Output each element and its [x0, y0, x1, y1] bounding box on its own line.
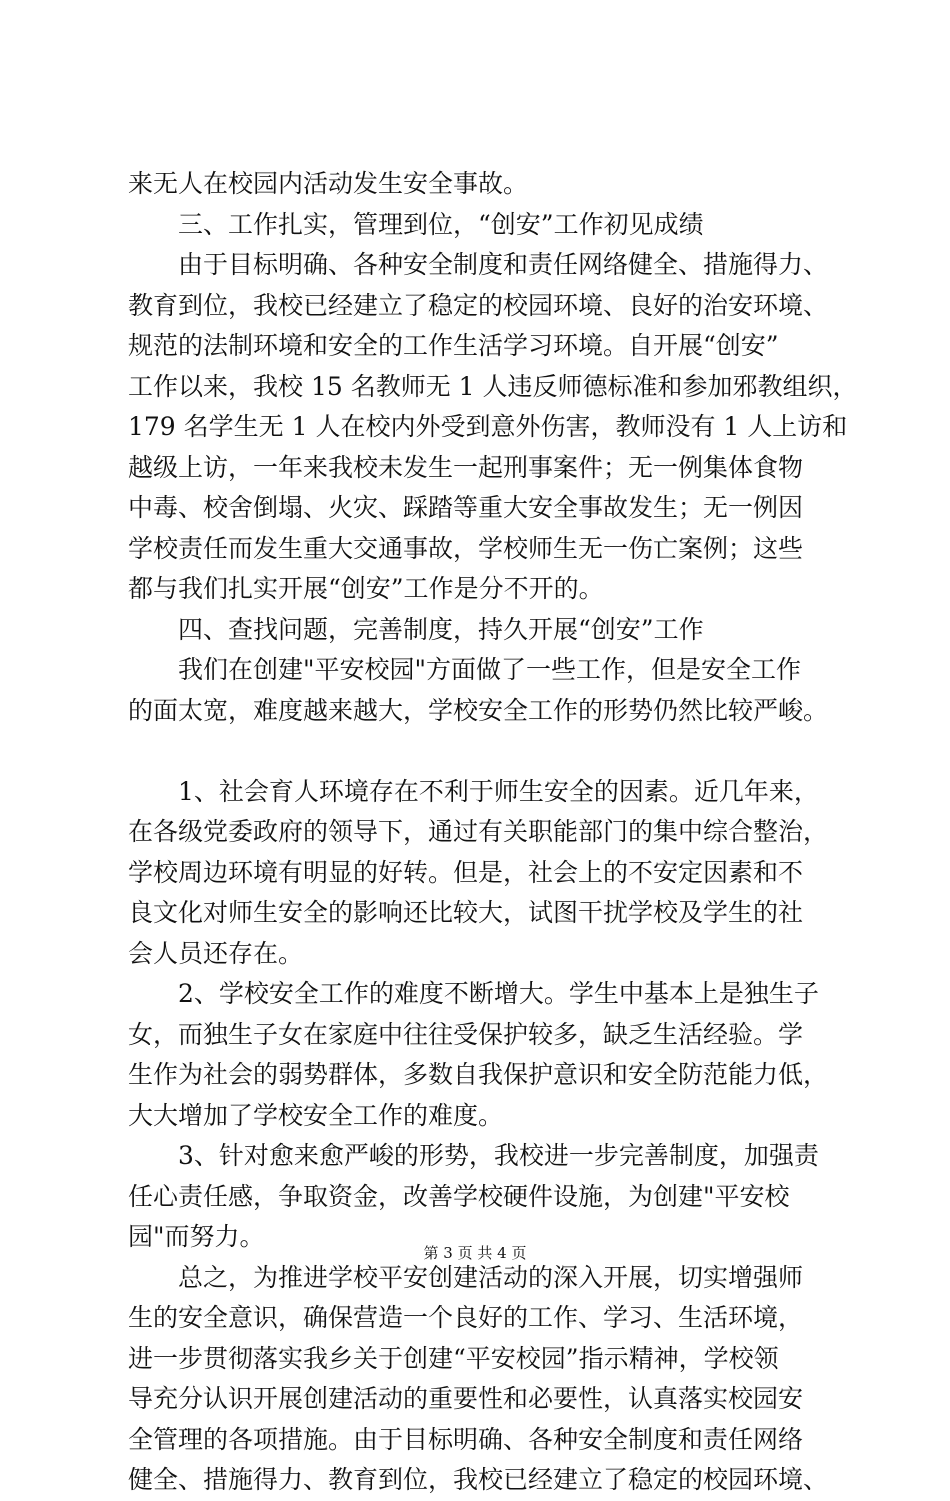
text-line: 教育到位，我校已经建立了稳定的校园环境、良好的治安环境、: [128, 290, 829, 320]
text-line: 会人员还存在。: [128, 938, 304, 968]
text-line: 3、针对愈来愈严峻的形势，我校进一步完善制度，加强责: [128, 1141, 819, 1170]
section-heading: 三、工作扎实，管理到位，“创安”工作初见成绩: [128, 209, 704, 239]
text-line: 园"而努力。: [128, 1222, 265, 1251]
text-line: 越级上访，一年来我校未发生一起刑事案件；无一例集体食物: [128, 452, 804, 482]
text-line: 良文化对师生安全的影响还比较大，试图干扰学校及学生的社: [128, 898, 804, 927]
document-body: [128, 164, 858, 1501]
text-line: 1、社会育人环境存在不利于师生安全的因素。近几年来，: [128, 776, 819, 806]
text-line: 179 名学生无 1 人在校内外受到意外伤害，教师没有 1 人上访和: [128, 412, 848, 441]
text-line: 都与我们扎实开展“创安”工作是分不开的。: [128, 574, 604, 603]
blank-line: [128, 731, 850, 772]
text-line: 生作为社会的弱势群体，多数自我保护意识和安全防范能力低，: [128, 1060, 829, 1089]
text-line: 规范的法制环境和安全的工作生活学习环境。自开展“创安”: [128, 331, 779, 360]
text-line: 在各级党委政府的领导下，通过有关职能部门的集中综合整治，: [128, 817, 829, 846]
text-line: 进一步贯彻落实我乡关于创建“平安校园”指示精神，学校领: [128, 1343, 779, 1373]
section-heading: 四、查找问题，完善制度，持久开展“创安”工作: [128, 614, 704, 644]
text-line: 总之，为推进学校平安创建活动的深入开展，切实增强师: [128, 1262, 804, 1292]
text-line: 由于目标明确、各种安全制度和责任网络健全、措施得力、: [128, 250, 829, 279]
text-line: 导充分认识开展创建活动的重要性和必要性，认真落实校园安: [128, 1384, 804, 1413]
text-line: 女，而独生子女在家庭中往往受保护较多，缺乏生活经验。学: [128, 1019, 804, 1049]
text-line: 我们在创建"平安校园"方面做了一些工作，但是安全工作: [128, 655, 802, 684]
text-line: 2、学校安全工作的难度不断增大。学生中基本上是独生子: [128, 979, 819, 1008]
text-line: 全管理的各项措施。由于目标明确、各种安全制度和责任网络: [128, 1424, 804, 1454]
text-line: 学校责任而发生重大交通事故，学校师生无一伤亡案例；这些: [128, 533, 804, 563]
page-number-footer: 第 3 页 共 4 页: [423, 1244, 527, 1262]
text-line: 中毒、校舍倒塌、火灾、踩踏等重大安全事故发生；无一例因: [128, 493, 804, 522]
text-line: 大大增加了学校安全工作的难度。: [128, 1100, 504, 1130]
text-line: 的面太宽，难度越来越大，学校安全工作的形势仍然比较严峻。: [128, 695, 829, 725]
text-line: 来无人在校园内活动发生安全事故。: [128, 169, 529, 198]
text-line: 任心责任感，争取资金，改善学校硬件设施，为创建"平安校: [128, 1181, 790, 1211]
text-line: 学校周边环境有明显的好转。但是，社会上的不安定因素和不: [128, 857, 804, 887]
text-line: 生的安全意识，确保营造一个良好的工作、学习、生活环境，: [128, 1303, 804, 1332]
text-line: 健全、措施得力、教育到位，我校已经建立了稳定的校园环境、: [128, 1465, 829, 1494]
text-line: 工作以来，我校 15 名教师无 1 人违反师德标准和参加邪教组织，: [128, 371, 858, 401]
